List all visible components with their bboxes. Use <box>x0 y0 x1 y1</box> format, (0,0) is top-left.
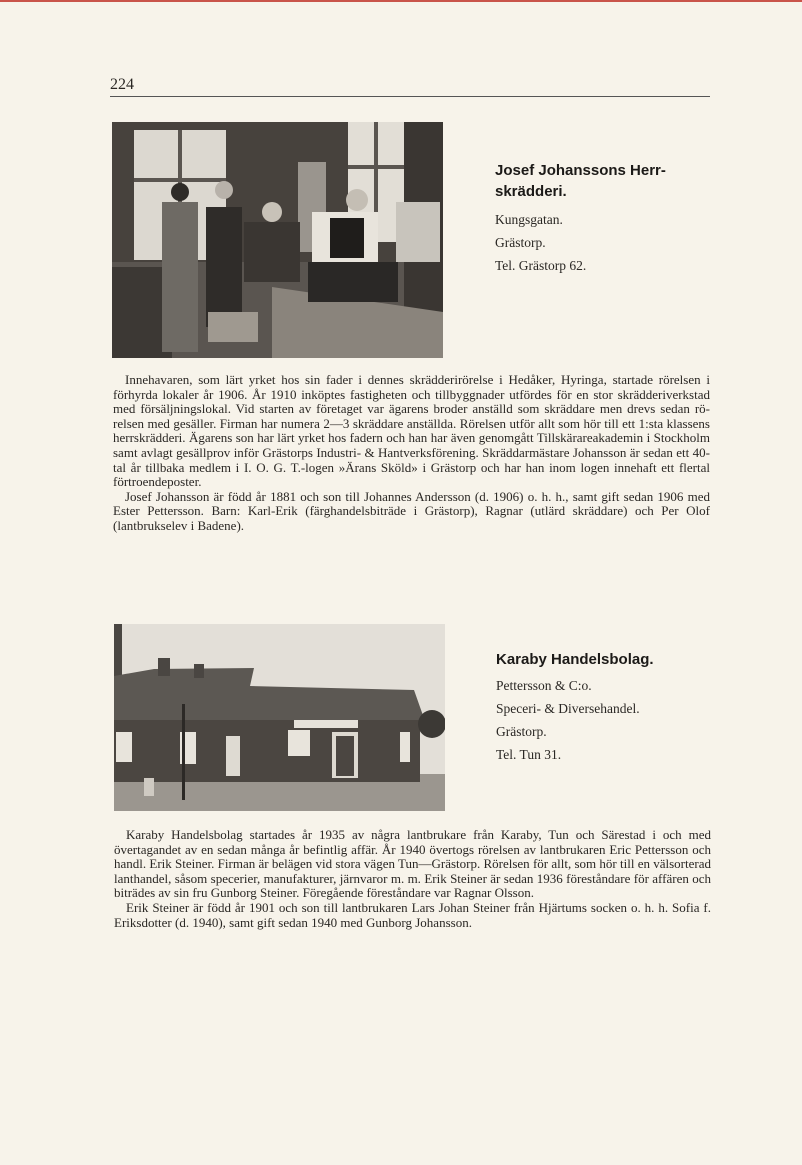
business-title: Karaby Handelsbolag. <box>496 651 654 668</box>
paragraph: Innehavaren, som lärt yrket hos sin fader i dennes skrädderirörelse i Hedåker, Hyringa, startade rörelsen i förhyrda lokaler år 1906. År 1910 inköptes fastigheten och tillbyggnader utfördes för en stor skrädderiverkstad med försäljningslokal. Vid starten av företaget var ägarens broder anställd som skräddare men drevs sedan rörelsen med gesäller. Firman har numera 2—3 skräddare anställda. Rörelsen utför allt som hör till ett 1:sta klassens herrskrädderi. Ägarens son har lärt yrket hos fadern och han har även genomgått Tillskärareakademin i Stockholm samt avlagt gesällprov inför Grästorps Industri- & Hantverksförening. Skräddarmästare Johansson är sedan ett 40-tal år tillbaka medlem i I. O. G. T.-logen »Ärans Sköld» i Grästorp och har han inom logen innehaft ett flertal förtroendeposter. <box>113 372 710 490</box>
store-building-photo <box>114 624 445 811</box>
section1-body <box>113 373 710 534</box>
address-line: Tel. Grästorp 62. <box>495 258 587 273</box>
business-address <box>495 208 586 277</box>
address-line: Tel. Tun 31. <box>496 747 562 762</box>
business-address <box>496 674 640 766</box>
header-rule <box>110 96 710 97</box>
page-number: 224 <box>110 76 134 93</box>
page-edge <box>0 0 802 2</box>
address-line: Kungsgatan. <box>495 212 563 227</box>
business-title: Josef Johanssons Herrskrädderi. <box>495 162 666 200</box>
address-line: Grästorp. <box>496 724 547 739</box>
paragraph: Josef Johansson är född år 1881 och son till Johannes Andersson (d. 1906) o. h. h., samt gift sedan 1906 med Ester Pettersson. Barn: Karl-Erik (färghandelsbiträde i Grästorp), Ragnar (utlärd skräddare) och Per Olof (lantbrukselev i Badene). <box>113 488 710 533</box>
paragraph: Karaby Handelsbolag startades år 1935 av några lantbrukare från Karaby, Tun och Särestad i och med övertagandet av en sedan många år befintlig affär. År 1940 övertogs rörelsen av lantbrukaren Eric Pettersson och handl. Erik Steiner. Firman är belägen vid stora vägen Tun—Grästorp. Rörelsen för allt, som hör till en välsorterad lanthandel, såsom specerier, manufakturer, järnvaror m. m. Erik Steiner är sedan 1936 föreståndare för affären och biträdes av sin fru Gunborg Steiner. Föregående föreståndare var Ragnar Olsson. <box>114 827 711 901</box>
address-line: Pettersson & C:o. <box>496 678 592 693</box>
address-line: Grästorp. <box>495 235 546 250</box>
section2-body <box>114 828 711 930</box>
address-line: Speceri- & Diversehandel. <box>496 701 640 716</box>
paragraph: Erik Steiner är född år 1901 och son till lantbrukaren Lars Johan Steiner från Hjärtums socken o. h. h. Sofia f. Eriksdotter (d. 1940), samt gift sedan 1940 med Gunborg Johansson. <box>114 899 711 930</box>
tailor-workshop-photo <box>112 122 443 358</box>
